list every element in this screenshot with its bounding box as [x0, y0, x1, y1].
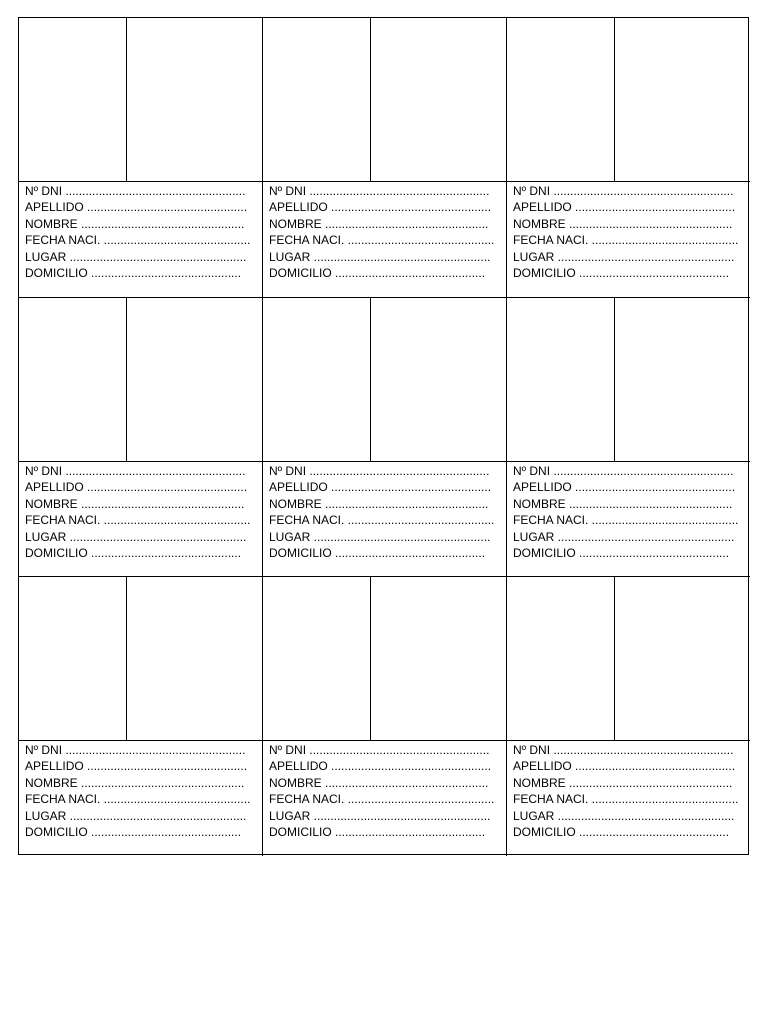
lugar-field[interactable]: LUGAR .....................................................: [513, 249, 735, 264]
fecha-nacimiento-field[interactable]: FECHA NACI. ............................................: [25, 792, 251, 807]
nombre-field[interactable]: NOMBRE .................................................: [25, 496, 245, 511]
lugar-field[interactable]: LUGAR .....................................................: [25, 808, 247, 823]
domicilio-field[interactable]: DOMICILIO .............................................: [269, 824, 486, 839]
photo-box-right: [127, 577, 262, 740]
apellido-field[interactable]: APELLIDO ................................................: [269, 759, 492, 774]
photo-box-right: [615, 577, 750, 740]
dni-field[interactable]: Nº DNI ......................................................: [513, 743, 734, 757]
id-card: [263, 577, 507, 856]
domicilio-field[interactable]: DOMICILIO .............................................: [25, 824, 242, 839]
photo-box-right: [371, 18, 506, 181]
photo-area: [507, 18, 750, 182]
photo-box-right: [371, 577, 506, 740]
photo-box-left: [263, 298, 371, 461]
card-fields: [507, 182, 750, 281]
photo-box-right: [127, 298, 262, 461]
photo-area: [507, 298, 750, 462]
apellido-field[interactable]: APELLIDO ................................................: [513, 480, 736, 495]
lugar-field[interactable]: LUGAR .....................................................: [269, 249, 491, 264]
photo-box-left: [263, 577, 371, 740]
photo-area: [19, 18, 262, 182]
domicilio-field[interactable]: DOMICILIO .............................................: [513, 545, 730, 560]
dni-field[interactable]: Nº DNI ......................................................: [25, 743, 246, 757]
card-fields: [507, 741, 750, 840]
apellido-field[interactable]: APELLIDO ................................................: [513, 759, 736, 774]
fecha-nacimiento-field[interactable]: FECHA NACI. ............................................: [25, 513, 251, 528]
domicilio-field[interactable]: DOMICILIO .............................................: [513, 265, 730, 280]
fecha-nacimiento-field[interactable]: FECHA NACI. ............................................: [513, 792, 739, 807]
photo-box-left: [507, 18, 615, 181]
card-fields: [507, 462, 750, 561]
nombre-field[interactable]: NOMBRE .................................................: [269, 216, 489, 231]
card-fields: [19, 741, 262, 840]
apellido-field[interactable]: APELLIDO ................................................: [25, 200, 248, 215]
photo-area: [19, 298, 262, 462]
photo-box-right: [127, 18, 262, 181]
photo-area: [263, 577, 506, 741]
photo-box-right: [371, 298, 506, 461]
dni-field[interactable]: Nº DNI ......................................................: [25, 184, 246, 198]
lugar-field[interactable]: LUGAR .....................................................: [25, 249, 247, 264]
domicilio-field[interactable]: DOMICILIO .............................................: [269, 545, 486, 560]
photo-box-left: [507, 577, 615, 740]
dni-field[interactable]: Nº DNI ......................................................: [269, 184, 490, 198]
card-fields: [19, 462, 262, 561]
fecha-nacimiento-field[interactable]: FECHA NACI. ............................................: [269, 513, 495, 528]
fecha-nacimiento-field[interactable]: FECHA NACI. ............................................: [269, 233, 495, 248]
photo-box-right: [615, 298, 750, 461]
domicilio-field[interactable]: DOMICILIO .............................................: [25, 265, 242, 280]
apellido-field[interactable]: APELLIDO ................................................: [25, 480, 248, 495]
id-card: [263, 298, 507, 577]
apellido-field[interactable]: APELLIDO ................................................: [269, 480, 492, 495]
fecha-nacimiento-field[interactable]: FECHA NACI. ............................................: [269, 792, 495, 807]
photo-area: [263, 18, 506, 182]
nombre-field[interactable]: NOMBRE .................................................: [513, 216, 733, 231]
fecha-nacimiento-field[interactable]: FECHA NACI. ............................................: [513, 513, 739, 528]
apellido-field[interactable]: APELLIDO ................................................: [269, 200, 492, 215]
domicilio-field[interactable]: DOMICILIO .............................................: [513, 824, 730, 839]
id-card: [19, 577, 263, 856]
nombre-field[interactable]: NOMBRE .................................................: [269, 775, 489, 790]
card-fields: [19, 182, 262, 281]
id-card: [19, 18, 263, 298]
nombre-field[interactable]: NOMBRE .................................................: [25, 775, 245, 790]
photo-box-left: [507, 298, 615, 461]
fecha-nacimiento-field[interactable]: FECHA NACI. ............................................: [25, 233, 251, 248]
photo-box-left: [19, 577, 127, 740]
id-card: [263, 18, 507, 298]
dni-field[interactable]: Nº DNI ......................................................: [269, 464, 490, 478]
lugar-field[interactable]: LUGAR .....................................................: [513, 529, 735, 544]
photo-box-right: [615, 18, 750, 181]
apellido-field[interactable]: APELLIDO ................................................: [513, 200, 736, 215]
lugar-field[interactable]: LUGAR .....................................................: [269, 529, 491, 544]
photo-area: [19, 577, 262, 741]
lugar-field[interactable]: LUGAR .....................................................: [513, 808, 735, 823]
card-fields: [263, 182, 506, 281]
card-fields: [263, 741, 506, 840]
apellido-field[interactable]: APELLIDO ................................................: [25, 759, 248, 774]
photo-area: [507, 577, 750, 741]
nombre-field[interactable]: NOMBRE .................................................: [513, 775, 733, 790]
dni-field[interactable]: Nº DNI ......................................................: [25, 464, 246, 478]
id-card: [507, 577, 750, 856]
domicilio-field[interactable]: DOMICILIO .............................................: [25, 545, 242, 560]
id-card: [507, 298, 750, 577]
dni-field[interactable]: Nº DNI ......................................................: [513, 184, 734, 198]
dni-field[interactable]: Nº DNI ......................................................: [513, 464, 734, 478]
dni-field[interactable]: Nº DNI ......................................................: [269, 743, 490, 757]
nombre-field[interactable]: NOMBRE .................................................: [25, 216, 245, 231]
photo-box-left: [19, 298, 127, 461]
photo-box-left: [19, 18, 127, 181]
nombre-field[interactable]: NOMBRE .................................................: [513, 496, 733, 511]
domicilio-field[interactable]: DOMICILIO .............................................: [269, 265, 486, 280]
nombre-field[interactable]: NOMBRE .................................................: [269, 496, 489, 511]
lugar-field[interactable]: LUGAR .....................................................: [269, 808, 491, 823]
id-card: [19, 298, 263, 577]
id-card-sheet: [18, 17, 749, 855]
photo-box-left: [263, 18, 371, 181]
card-fields: [263, 462, 506, 561]
fecha-nacimiento-field[interactable]: FECHA NACI. ............................................: [513, 233, 739, 248]
photo-area: [263, 298, 506, 462]
id-card: [507, 18, 750, 298]
lugar-field[interactable]: LUGAR .....................................................: [25, 529, 247, 544]
